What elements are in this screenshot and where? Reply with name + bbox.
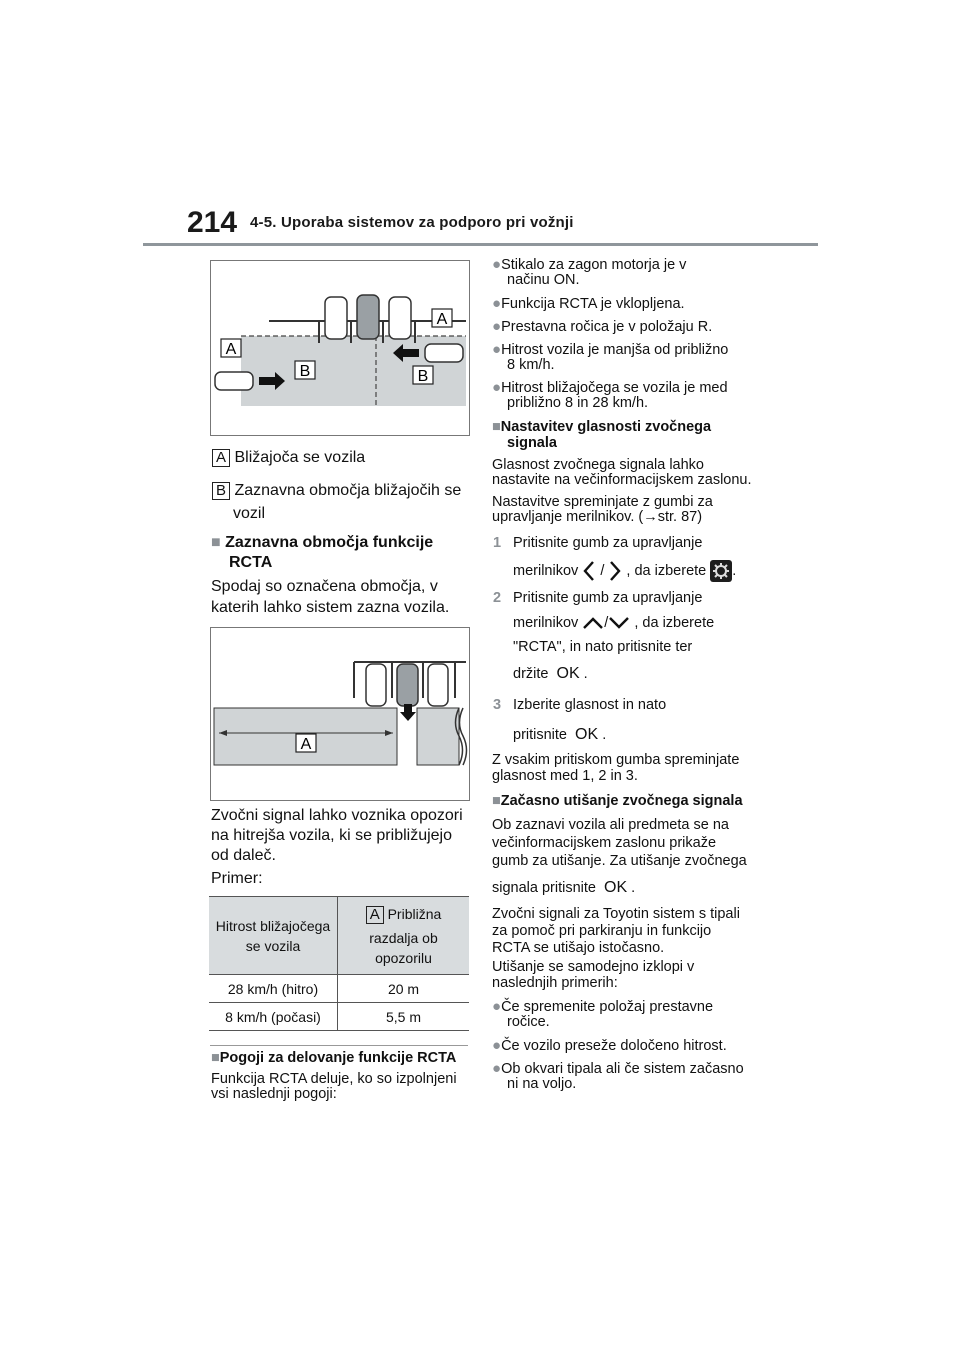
paragraph-line: Funkcija RCTA deluje, ko so izpolnjeni bbox=[211, 1071, 457, 1087]
legend-b-key: B bbox=[212, 482, 230, 500]
paragraph-line: Zvočni signal lahko voznika opozori bbox=[211, 807, 463, 824]
mute-cancel-item: ●Če vozilo preseže določeno hitrost. bbox=[492, 1037, 727, 1054]
chevron-right-icon bbox=[608, 560, 622, 582]
paragraph-line: za pomoč pri parkiranju in funkcijo bbox=[492, 923, 712, 939]
step-2: 2 bbox=[493, 590, 502, 606]
paragraph-line: RCTA se utišajo istočasno. bbox=[492, 940, 665, 956]
step-2-text: Pritisnite gumb za upravljanje bbox=[513, 590, 703, 606]
table-header-speed: Hitrost bližajočega se vozila bbox=[209, 897, 338, 975]
header-divider bbox=[143, 243, 818, 246]
condition-item-cont: približno 8 in 28 km/h. bbox=[507, 395, 649, 411]
legend-a bbox=[212, 447, 365, 468]
condition-item-cont: 8 km/h. bbox=[507, 357, 555, 373]
section-volume-title: ■Nastavitev glasnosti zvočnega bbox=[492, 419, 712, 435]
paragraph-line: Glasnost zvočnega signala lahko bbox=[492, 457, 704, 473]
condition-item: ●Hitrost vozila je manjša od približno bbox=[492, 341, 729, 358]
page-number: 214 bbox=[187, 206, 238, 239]
paragraph-line: od daleč. bbox=[211, 847, 276, 864]
mute-cancel-item: ●Ob okvari tipala ali če sistem začasno bbox=[492, 1060, 744, 1077]
ok-button-icon: OK bbox=[604, 879, 628, 896]
section-detection-areas-title-2: RCTA bbox=[229, 554, 273, 571]
rcta-detection-figure bbox=[210, 260, 470, 436]
section-volume-title-2: signala bbox=[507, 435, 557, 451]
condition-item: ●Funkcija RCTA je vklopljena. bbox=[492, 295, 685, 312]
paragraph-line: gumb za utišanje. Za utišanje zvočnega bbox=[492, 853, 747, 869]
condition-item: ●Hitrost bližajočega se vozila je med bbox=[492, 379, 728, 396]
section-detection-areas-title: ■ Zaznavna območja funkcije bbox=[211, 534, 434, 551]
paragraph-line: Nastavitve spreminjate z gumbi za bbox=[492, 494, 713, 510]
step-1-text: Pritisnite gumb za upravljanje bbox=[513, 535, 703, 551]
paragraph-line: Utišanje se samodejno izklopi v bbox=[492, 959, 695, 975]
ok-button-icon: OK bbox=[575, 726, 599, 743]
table-row: 8 km/h (počasi) 5,5 m bbox=[209, 1003, 469, 1031]
paragraph-line: Spodaj so označena območja, v bbox=[211, 578, 438, 595]
paragraph-line: katerih lahko sistem zazna vozila. bbox=[211, 599, 450, 616]
condition-item: ●Stikalo za zagon motorja je v bbox=[492, 256, 687, 273]
paragraph-line-ok: signala pritisnite OK . bbox=[492, 879, 636, 896]
gear-icon bbox=[710, 560, 732, 582]
step-1: 1 bbox=[493, 535, 502, 551]
step-3-line-2: pritisnite OK . bbox=[513, 726, 607, 743]
example-label: Primer: bbox=[211, 870, 263, 887]
paragraph-line: glasnost med 1, 2 in 3. bbox=[492, 768, 638, 784]
chevron-down-icon bbox=[608, 616, 630, 630]
paragraph-line: upravljanje merilnikov. (→str. 87) bbox=[492, 509, 703, 525]
step-2-line-2: merilnikov / , da izberete bbox=[513, 615, 715, 631]
legend-b-text-1: Zaznavna območja bližajočih se bbox=[234, 482, 462, 499]
mute-cancel-item-cont: ni na voljo. bbox=[507, 1076, 577, 1092]
step-1-line-2: merilnikov / , da izberete . bbox=[513, 560, 736, 582]
chevron-left-icon bbox=[582, 560, 596, 582]
condition-item-cont: načinu ON. bbox=[507, 272, 580, 288]
legend-b-text-2: vozil bbox=[233, 505, 266, 522]
step-2-line-3: "RCTA", in nato pritisnite ter bbox=[513, 639, 693, 655]
paragraph-line: Ob zaznavi vozila ali predmeta se na bbox=[492, 817, 729, 833]
legend-b bbox=[212, 480, 461, 501]
step-2-line-4: držite OK . bbox=[513, 665, 588, 682]
mute-cancel-item: ●Če spremenite položaj prestavne bbox=[492, 998, 714, 1015]
paragraph-line: Z vsakim pritiskom gumba spreminjate bbox=[492, 752, 740, 768]
mute-cancel-item-cont: ročice. bbox=[507, 1014, 550, 1030]
warning-distance-table bbox=[209, 896, 469, 1031]
section-divider bbox=[210, 1045, 468, 1046]
paragraph-line: Zvočni signali za Toyotin sistem s tipali bbox=[492, 906, 740, 922]
detection-area-diagram bbox=[211, 628, 469, 800]
condition-item: ●Prestavna ročica je v položaju R. bbox=[492, 318, 713, 335]
paragraph-line: nastavite na večinformacijskem zaslonu. bbox=[492, 472, 752, 488]
chapter-title: 4-5. Uporaba sistemov za podporo pri vožnji bbox=[250, 214, 574, 231]
square-bullet: ■ bbox=[211, 1050, 220, 1066]
table-header-distance: A Približna razdalja ob opozorilu bbox=[338, 897, 470, 975]
paragraph-line: vsi naslednji pogoji: bbox=[211, 1086, 337, 1102]
table-row: 28 km/h (hitro) 20 m bbox=[209, 975, 469, 1003]
label-a-left: A bbox=[225, 341, 237, 358]
rcta-area-figure bbox=[210, 627, 470, 801]
section-conditions-title: ■Pogoji za delovanje funkcije RCTA bbox=[211, 1050, 457, 1066]
label-b-left: B bbox=[299, 363, 311, 380]
legend-a-key: A bbox=[212, 449, 230, 467]
paragraph-line: večinformacijskem zaslonu prikaže bbox=[492, 835, 717, 851]
step-3: 3 bbox=[493, 697, 502, 713]
parking-lot-diagram bbox=[211, 261, 469, 435]
fig2-label-a: A bbox=[300, 736, 312, 753]
paragraph-line: na hitrejša vozila, ki se približujejo bbox=[211, 827, 452, 844]
section-mute-title: ■Začasno utišanje zvočnega signala bbox=[492, 793, 743, 809]
legend-a-text: Bližajoča se vozila bbox=[234, 449, 366, 466]
chevron-up-icon bbox=[582, 616, 604, 630]
label-b-right: B bbox=[417, 368, 429, 385]
step-3-text: Izberite glasnost in nato bbox=[513, 697, 667, 713]
paragraph-line: naslednjih primerih: bbox=[492, 975, 618, 991]
square-bullet: ■ bbox=[211, 534, 221, 551]
ok-button-icon: OK bbox=[556, 665, 580, 682]
label-a-right: A bbox=[436, 311, 448, 328]
